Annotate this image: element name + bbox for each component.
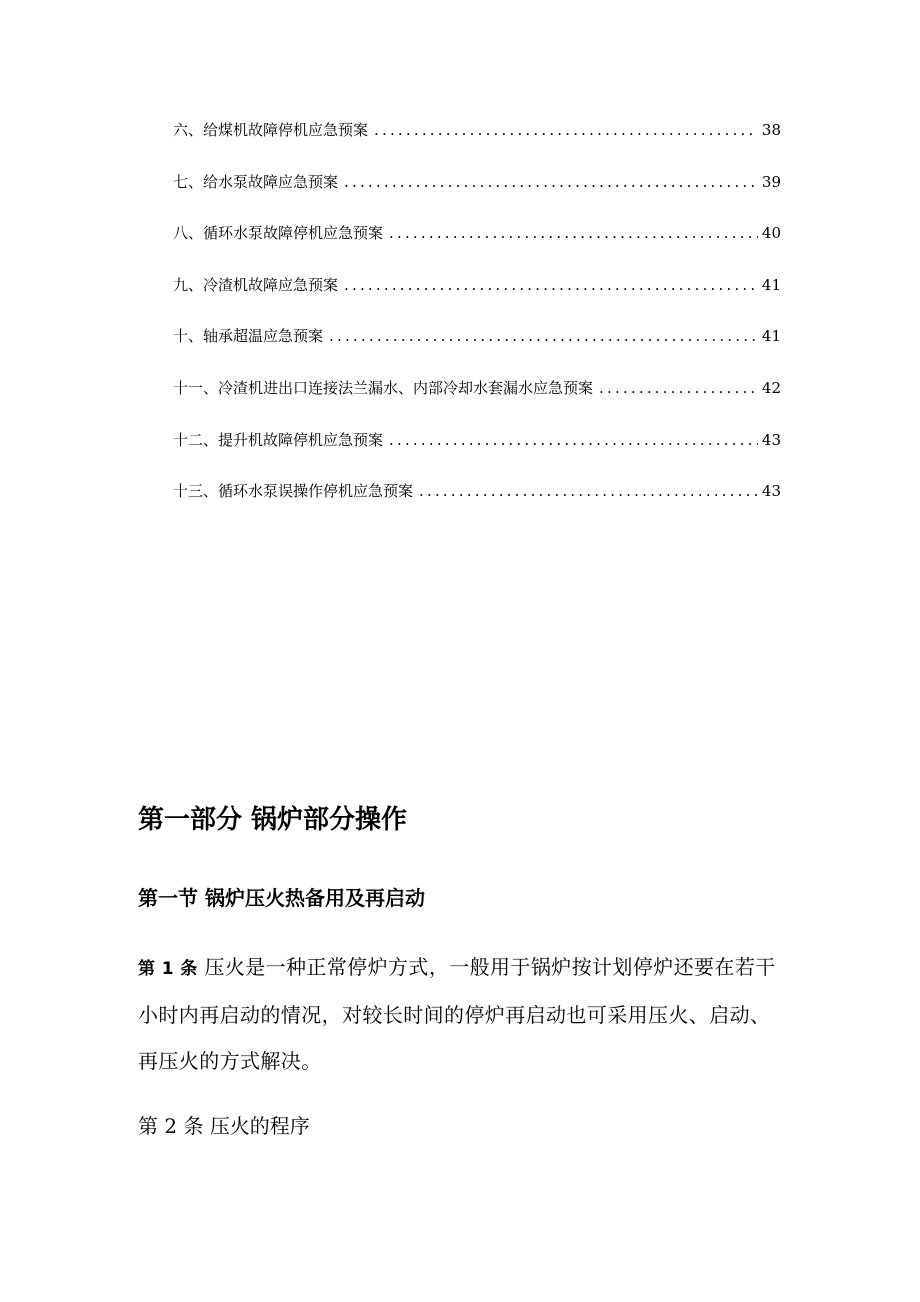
part-title: 第一部分 锅炉部分操作 <box>138 805 408 835</box>
toc-dot-leader <box>419 479 758 503</box>
toc-entry-label: 七、给水泵故障应急预案 <box>173 172 339 191</box>
toc-entry-label: 十三、循环水泵误操作停机应急预案 <box>173 482 414 501</box>
toc-page-number: 40 <box>761 224 781 243</box>
toc-entry-label: 八、循环水泵故障停机应急预案 <box>173 224 384 243</box>
toc-dot-leader <box>374 118 758 142</box>
article-label: 第 1 条 <box>138 959 198 979</box>
toc-entry[interactable] <box>173 324 781 348</box>
toc-entry-label: 十、轴承超温应急预案 <box>173 327 324 346</box>
section-title: 第一节 锅炉压火热备用及再启动 <box>138 886 425 910</box>
toc-page-number: 39 <box>761 172 781 191</box>
toc-entry-label: 九、冷渣机故障应急预案 <box>173 275 339 294</box>
toc-entry[interactable] <box>173 479 781 503</box>
toc-entry[interactable] <box>173 376 781 400</box>
article-text: 压火的程序 <box>209 1114 310 1138</box>
toc-entry-label: 十二、提升机故障停机应急预案 <box>173 430 384 449</box>
article-label: 第 2 条 <box>138 1114 204 1138</box>
article-paragraph <box>138 1103 788 1149</box>
toc-dot-leader <box>389 428 758 452</box>
toc-dot-leader <box>599 376 758 400</box>
toc-entry[interactable] <box>173 273 781 297</box>
toc-dot-leader <box>329 324 758 348</box>
toc-entry-label: 十一、冷渣机进出口连接法兰漏水、内部冷却水套漏水应急预案 <box>173 378 594 397</box>
toc-dot-leader <box>344 170 758 194</box>
table-of-contents <box>173 118 781 531</box>
toc-entry-label: 六、给煤机故障停机应急预案 <box>173 121 369 139</box>
toc-page-number: 38 <box>761 121 781 139</box>
toc-page-number: 43 <box>761 482 781 501</box>
toc-page-number: 43 <box>761 430 781 449</box>
toc-dot-leader <box>344 273 758 297</box>
article-paragraph <box>138 944 788 1084</box>
toc-entry[interactable] <box>173 118 781 142</box>
toc-entry[interactable] <box>173 428 781 452</box>
toc-page-number: 41 <box>761 327 781 346</box>
toc-entry[interactable] <box>173 221 781 245</box>
toc-entry[interactable] <box>173 170 781 194</box>
toc-page-number: 41 <box>761 275 781 294</box>
toc-dot-leader <box>389 221 758 245</box>
article-text: 压火是一种正常停炉方式，一般用于锅炉按计划停炉还要在若干小时内再启动的情况，对较长时间的停炉再启动也可采用压火、启动、再压火的方式解决。 <box>138 955 776 1073</box>
toc-page-number: 42 <box>761 378 781 397</box>
